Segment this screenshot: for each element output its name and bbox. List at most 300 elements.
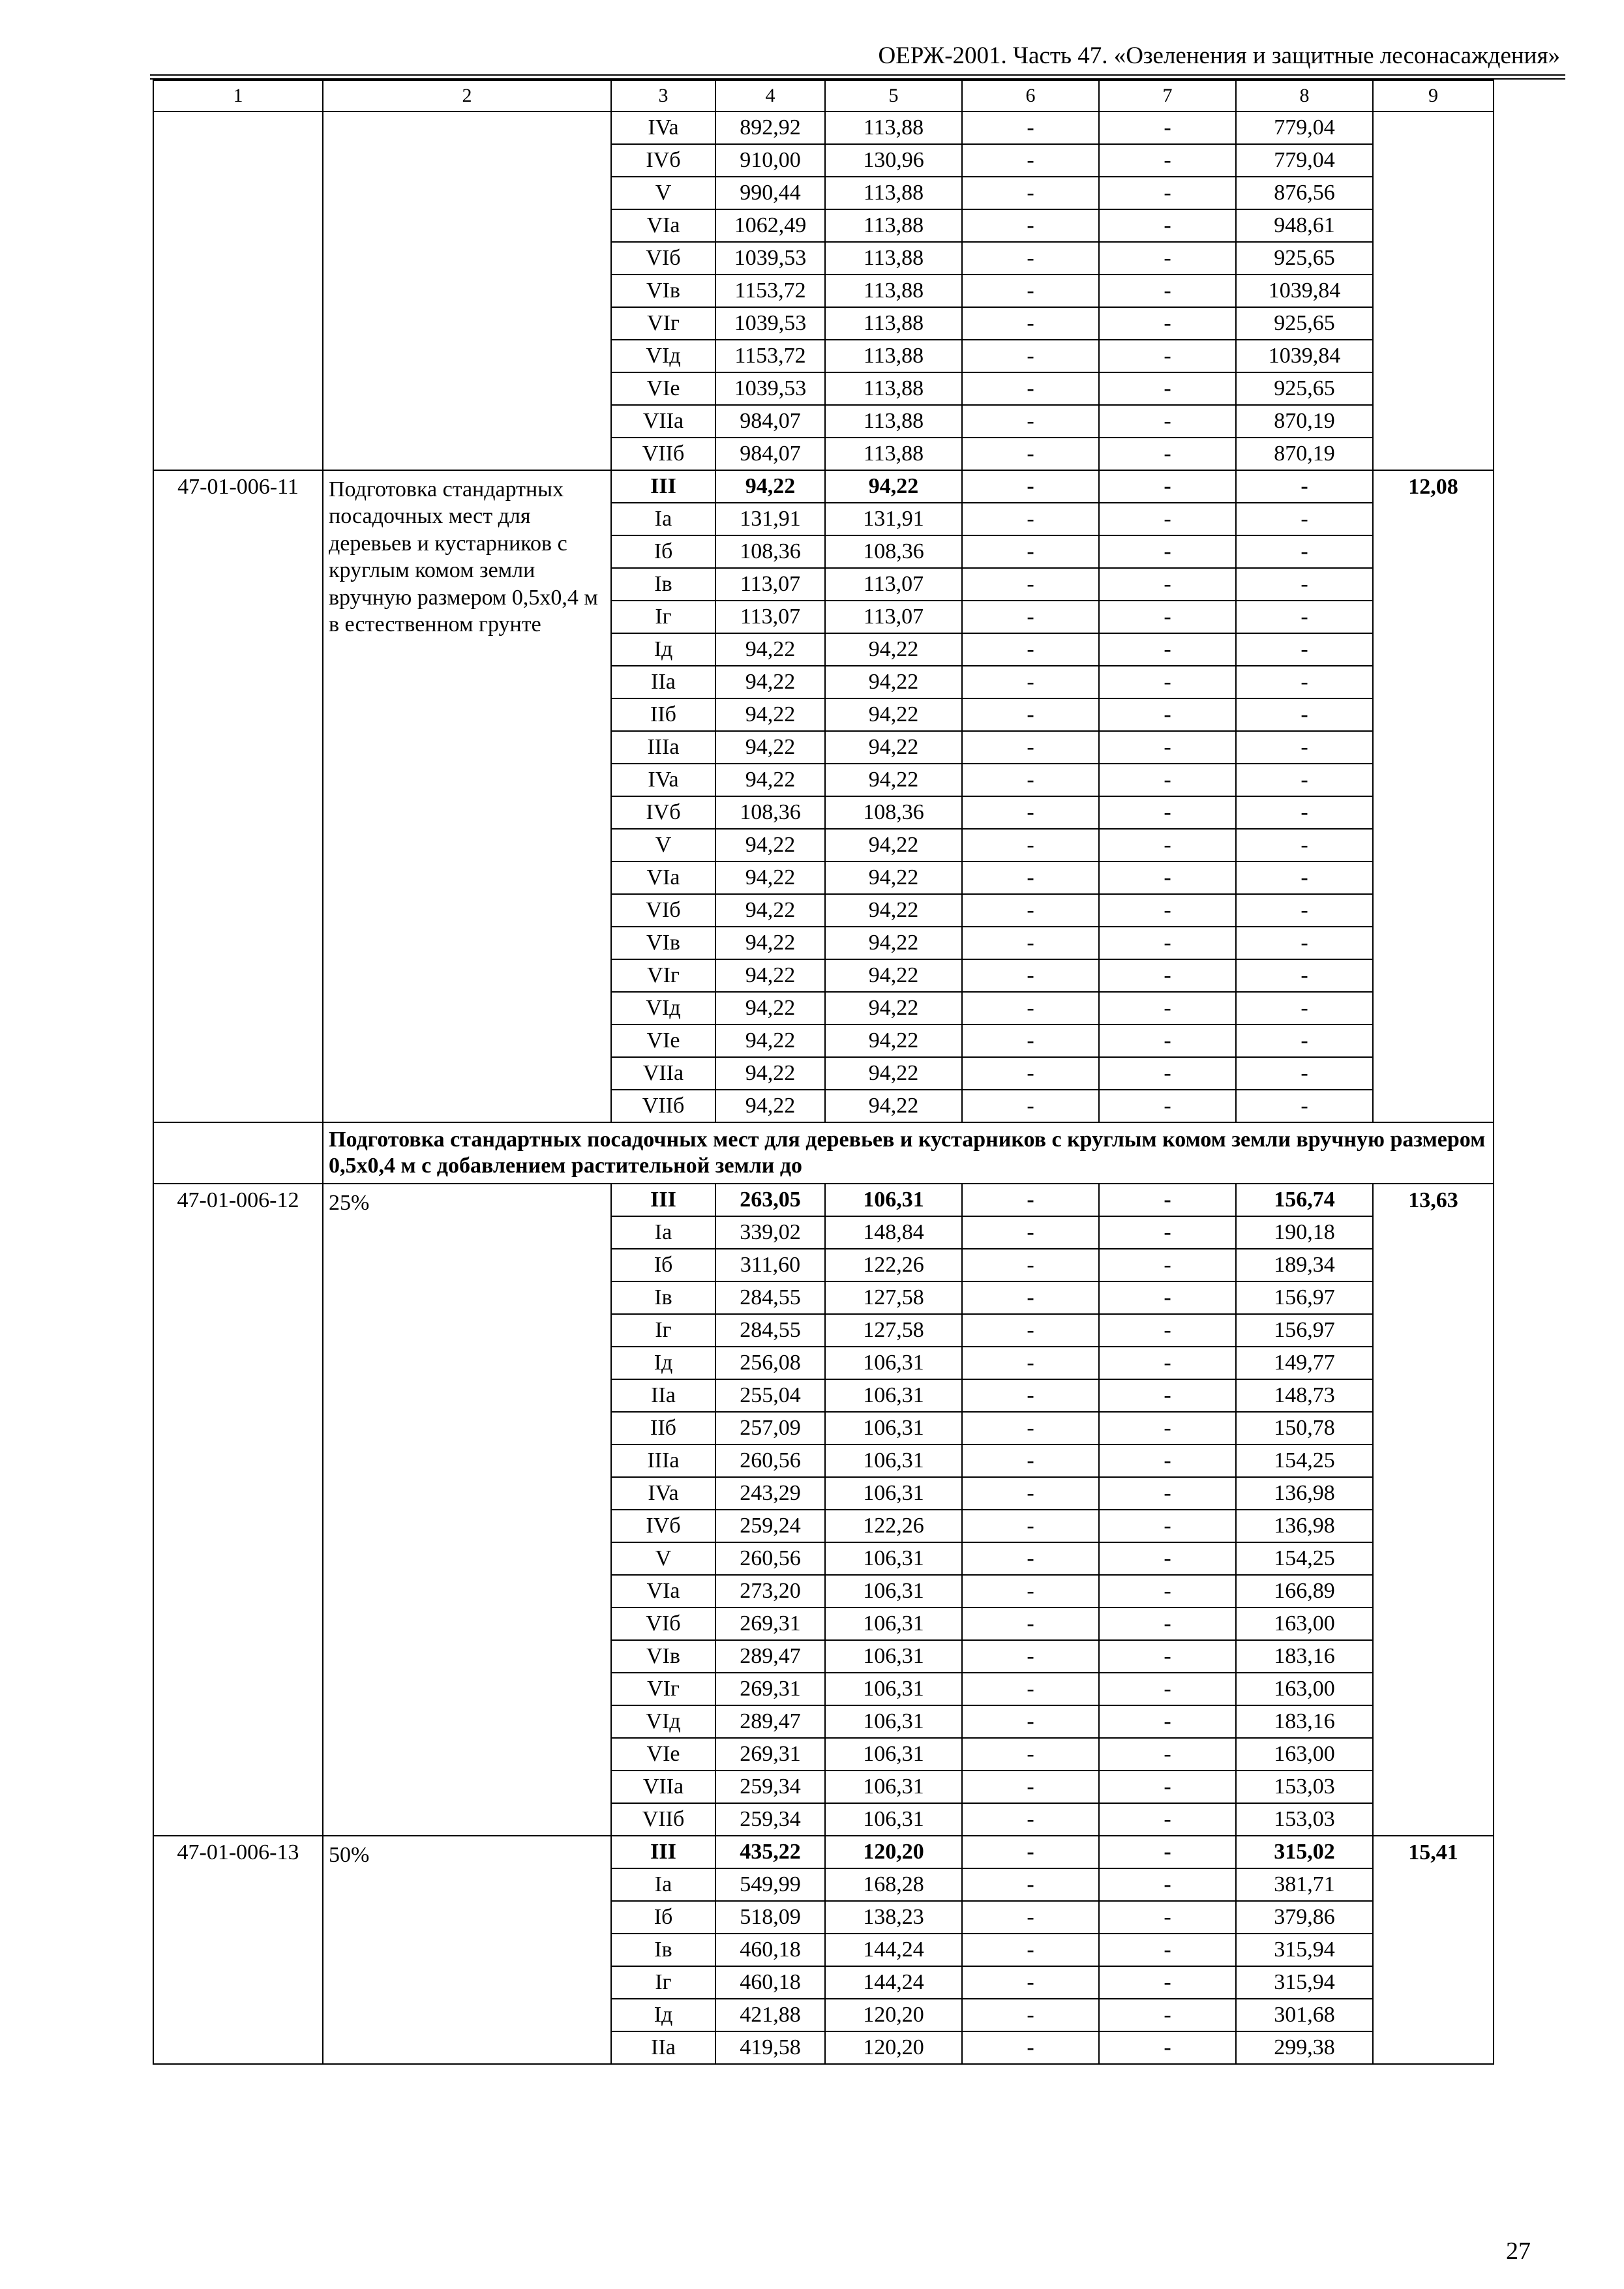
- section-title: Подготовка стандартных посадочных мест для деревьев и кустарников с круглым комом земли вручную размером 0,5х0,4 м с добавлением растительной земли до: [323, 1122, 1494, 1184]
- direct-costs: 1039,53: [715, 307, 825, 340]
- direct-costs: 259,34: [715, 1803, 825, 1836]
- materials-cost: -: [1236, 666, 1373, 698]
- materials-cost: -: [1236, 992, 1373, 1025]
- direct-costs: 1153,72: [715, 275, 825, 307]
- materials-cost: 156,97: [1236, 1314, 1373, 1347]
- labor-wages: 94,22: [825, 927, 962, 959]
- labor-wages: 106,31: [825, 1412, 962, 1444]
- machine-wages: -: [1099, 796, 1236, 829]
- region-zone: VIг: [611, 959, 715, 992]
- region-zone: VIIa: [611, 1771, 715, 1803]
- materials-cost: -: [1236, 601, 1373, 633]
- machine-costs: -: [962, 209, 1099, 242]
- region-zone: VIд: [611, 340, 715, 372]
- region-zone: Iв: [611, 568, 715, 601]
- region-zone: V: [611, 177, 715, 209]
- machine-costs: -: [962, 1542, 1099, 1575]
- direct-costs: 460,18: [715, 1934, 825, 1966]
- machine-wages: -: [1099, 1803, 1236, 1836]
- region-zone: VIд: [611, 992, 715, 1025]
- region-zone: VIб: [611, 894, 715, 927]
- machine-wages: -: [1099, 894, 1236, 927]
- labor-wages: 94,22: [825, 731, 962, 764]
- region-zone: IIa: [611, 2031, 715, 2064]
- direct-costs: 284,55: [715, 1281, 825, 1314]
- machine-costs: -: [962, 177, 1099, 209]
- labor-wages: 144,24: [825, 1934, 962, 1966]
- direct-costs: 260,56: [715, 1444, 825, 1477]
- column-number: 6: [962, 80, 1099, 112]
- header-title: ОЕРЖ-2001. Часть 47. «Озеленения и защитные лесонасаждения»: [878, 42, 1560, 69]
- machine-wages: -: [1099, 1640, 1236, 1673]
- materials-cost: 870,19: [1236, 405, 1373, 438]
- labor-wages: 168,28: [825, 1868, 962, 1901]
- region-zone: IIIa: [611, 731, 715, 764]
- machine-wages: -: [1099, 764, 1236, 796]
- region-zone: VIв: [611, 275, 715, 307]
- region-zone: III: [611, 470, 715, 503]
- page-header: [150, 40, 1565, 70]
- machine-wages: -: [1099, 1901, 1236, 1934]
- machine-wages: -: [1099, 405, 1236, 438]
- materials-cost: -: [1236, 503, 1373, 535]
- direct-costs: 94,22: [715, 698, 825, 731]
- machine-costs: -: [962, 1314, 1099, 1347]
- machine-wages: -: [1099, 1836, 1236, 1868]
- materials-cost: -: [1236, 568, 1373, 601]
- machine-wages: -: [1099, 372, 1236, 405]
- machine-wages: -: [1099, 1444, 1236, 1477]
- machine-wages: -: [1099, 535, 1236, 568]
- direct-costs: 1153,72: [715, 340, 825, 372]
- region-zone: VIIб: [611, 1803, 715, 1836]
- direct-costs: 94,22: [715, 1025, 825, 1057]
- column-number: 2: [323, 80, 611, 112]
- rate-code: 47-01-006-11: [153, 470, 323, 1122]
- column-number-row: [153, 80, 1494, 112]
- direct-costs: 243,29: [715, 1477, 825, 1510]
- region-zone: VIIб: [611, 438, 715, 470]
- labor-wages: 94,22: [825, 1025, 962, 1057]
- region-zone: VIa: [611, 209, 715, 242]
- machine-wages: -: [1099, 1966, 1236, 1999]
- section-code-empty: [153, 1122, 323, 1184]
- labor-wages: 108,36: [825, 796, 962, 829]
- rate-code: 47-01-006-12: [153, 1184, 323, 1836]
- materials-cost: -: [1236, 764, 1373, 796]
- machine-costs: -: [962, 1738, 1099, 1771]
- machine-costs: -: [962, 1477, 1099, 1510]
- region-zone: VIIa: [611, 1057, 715, 1090]
- column-number: 8: [1236, 80, 1373, 112]
- machine-costs: -: [962, 535, 1099, 568]
- machine-wages: -: [1099, 177, 1236, 209]
- machine-wages: -: [1099, 1510, 1236, 1542]
- direct-costs: 94,22: [715, 927, 825, 959]
- machine-costs: -: [962, 894, 1099, 927]
- labor-wages: 106,31: [825, 1184, 962, 1216]
- region-zone: VIг: [611, 1673, 715, 1705]
- labor-wages: 113,88: [825, 405, 962, 438]
- materials-cost: 153,03: [1236, 1803, 1373, 1836]
- machine-wages: -: [1099, 1216, 1236, 1249]
- machine-costs: -: [962, 307, 1099, 340]
- region-zone: VIe: [611, 1025, 715, 1057]
- materials-cost: -: [1236, 894, 1373, 927]
- materials-cost: 301,68: [1236, 1999, 1373, 2031]
- materials-cost: -: [1236, 861, 1373, 894]
- region-zone: VIe: [611, 372, 715, 405]
- labor-wages: 106,31: [825, 1771, 962, 1803]
- materials-cost: -: [1236, 633, 1373, 666]
- header-rule: [150, 74, 1565, 76]
- direct-costs: 984,07: [715, 405, 825, 438]
- materials-cost: 163,00: [1236, 1738, 1373, 1771]
- direct-costs: 94,22: [715, 470, 825, 503]
- labor-wages: 113,88: [825, 307, 962, 340]
- machine-costs: -: [962, 1836, 1099, 1868]
- region-zone: VIIa: [611, 405, 715, 438]
- table-row: [153, 112, 1494, 144]
- materials-cost: 379,86: [1236, 1901, 1373, 1934]
- materials-cost: 150,78: [1236, 1412, 1373, 1444]
- machine-wages: -: [1099, 992, 1236, 1025]
- labor-wages: 106,31: [825, 1444, 962, 1477]
- machine-wages: -: [1099, 1934, 1236, 1966]
- column-number: 3: [611, 80, 715, 112]
- materials-cost: -: [1236, 470, 1373, 503]
- direct-costs: 108,36: [715, 796, 825, 829]
- region-zone: IIб: [611, 1412, 715, 1444]
- machine-costs: -: [962, 112, 1099, 144]
- region-zone: Iд: [611, 1999, 715, 2031]
- machine-wages: -: [1099, 1999, 1236, 2031]
- machine-wages: -: [1099, 144, 1236, 177]
- materials-cost: 156,97: [1236, 1281, 1373, 1314]
- machine-costs: -: [962, 275, 1099, 307]
- materials-cost: 1039,84: [1236, 275, 1373, 307]
- region-zone: VIa: [611, 861, 715, 894]
- machine-wages: -: [1099, 1314, 1236, 1347]
- rate-name: Подготовка стандартных посадочных мест для деревьев и кустарников с круглым комом земли вручную размером 0,5х0,4 м в естественном грунте: [323, 470, 611, 1122]
- direct-costs: 94,22: [715, 764, 825, 796]
- labor-wages: 94,22: [825, 992, 962, 1025]
- labor-wages: 113,88: [825, 177, 962, 209]
- materials-cost: -: [1236, 959, 1373, 992]
- machine-wages: -: [1099, 1184, 1236, 1216]
- machine-costs: -: [962, 1575, 1099, 1608]
- labor-wages: 120,20: [825, 2031, 962, 2064]
- region-zone: IIa: [611, 666, 715, 698]
- machine-costs: -: [962, 503, 1099, 535]
- machine-costs: -: [962, 601, 1099, 633]
- region-zone: Iб: [611, 535, 715, 568]
- machine-costs: -: [962, 568, 1099, 601]
- materials-cost: 163,00: [1236, 1673, 1373, 1705]
- direct-costs: 256,08: [715, 1347, 825, 1379]
- machine-wages: -: [1099, 829, 1236, 861]
- direct-costs: 1039,53: [715, 242, 825, 275]
- direct-costs: 284,55: [715, 1314, 825, 1347]
- materials-cost: -: [1236, 829, 1373, 861]
- machine-wages: -: [1099, 601, 1236, 633]
- labor-wages: 94,22: [825, 829, 962, 861]
- machine-costs: -: [962, 1901, 1099, 1934]
- direct-costs: 260,56: [715, 1542, 825, 1575]
- region-zone: Iд: [611, 633, 715, 666]
- machine-costs: -: [962, 992, 1099, 1025]
- labor-wages: 94,22: [825, 698, 962, 731]
- machine-costs: -: [962, 1281, 1099, 1314]
- machine-wages: -: [1099, 633, 1236, 666]
- region-zone: Iб: [611, 1249, 715, 1281]
- machine-costs: -: [962, 1803, 1099, 1836]
- machine-costs: -: [962, 1966, 1099, 1999]
- machine-costs: -: [962, 1025, 1099, 1057]
- machine-costs: -: [962, 1412, 1099, 1444]
- direct-costs: 311,60: [715, 1249, 825, 1281]
- machine-wages: -: [1099, 698, 1236, 731]
- materials-cost: -: [1236, 698, 1373, 731]
- labor-wages: 94,22: [825, 470, 962, 503]
- machine-wages: -: [1099, 1090, 1236, 1122]
- region-zone: VIe: [611, 1738, 715, 1771]
- region-zone: IIa: [611, 1379, 715, 1412]
- materials-cost: -: [1236, 927, 1373, 959]
- labor-wages: 127,58: [825, 1314, 962, 1347]
- labor-wages: 94,22: [825, 894, 962, 927]
- materials-cost: 876,56: [1236, 177, 1373, 209]
- labor-wages: 120,20: [825, 1999, 962, 2031]
- labor-wages: 113,88: [825, 438, 962, 470]
- region-zone: IVб: [611, 1510, 715, 1542]
- materials-cost: 148,73: [1236, 1379, 1373, 1412]
- labor-wages: 113,07: [825, 568, 962, 601]
- labor-cost: 12,08: [1373, 470, 1494, 1122]
- machine-wages: -: [1099, 1673, 1236, 1705]
- machine-wages: -: [1099, 1575, 1236, 1608]
- machine-costs: -: [962, 1249, 1099, 1281]
- rate-code: 47-01-006-13: [153, 1836, 323, 2064]
- materials-cost: 315,94: [1236, 1966, 1373, 1999]
- machine-wages: -: [1099, 1249, 1236, 1281]
- labor-wages: 144,24: [825, 1966, 962, 1999]
- machine-wages: -: [1099, 209, 1236, 242]
- materials-cost: -: [1236, 1057, 1373, 1090]
- labor-wages: 130,96: [825, 144, 962, 177]
- labor-wages: 113,88: [825, 340, 962, 372]
- direct-costs: 94,22: [715, 959, 825, 992]
- machine-wages: -: [1099, 112, 1236, 144]
- region-zone: IIб: [611, 698, 715, 731]
- direct-costs: 94,22: [715, 633, 825, 666]
- machine-costs: -: [962, 1510, 1099, 1542]
- materials-cost: 925,65: [1236, 307, 1373, 340]
- machine-wages: -: [1099, 1347, 1236, 1379]
- labor-wages: 94,22: [825, 764, 962, 796]
- machine-costs: -: [962, 1379, 1099, 1412]
- materials-cost: -: [1236, 1025, 1373, 1057]
- materials-cost: -: [1236, 731, 1373, 764]
- region-zone: Ia: [611, 1216, 715, 1249]
- region-zone: V: [611, 1542, 715, 1575]
- section-heading-row: [153, 1122, 1494, 1184]
- machine-costs: -: [962, 470, 1099, 503]
- machine-wages: -: [1099, 2031, 1236, 2064]
- machine-wages: -: [1099, 861, 1236, 894]
- materials-cost: 779,04: [1236, 112, 1373, 144]
- machine-costs: -: [962, 1444, 1099, 1477]
- region-zone: IIIa: [611, 1444, 715, 1477]
- direct-costs: 269,31: [715, 1608, 825, 1640]
- direct-costs: 94,22: [715, 829, 825, 861]
- labor-wages: 113,88: [825, 112, 962, 144]
- machine-costs: -: [962, 1771, 1099, 1803]
- direct-costs: 990,44: [715, 177, 825, 209]
- direct-costs: 269,31: [715, 1738, 825, 1771]
- materials-cost: 948,61: [1236, 209, 1373, 242]
- machine-wages: -: [1099, 1771, 1236, 1803]
- machine-costs: -: [962, 1184, 1099, 1216]
- materials-cost: 154,25: [1236, 1542, 1373, 1575]
- direct-costs: 94,22: [715, 666, 825, 698]
- labor-wages: 106,31: [825, 1347, 962, 1379]
- direct-costs: 113,07: [715, 601, 825, 633]
- labor-wages: 113,88: [825, 275, 962, 307]
- materials-cost: 190,18: [1236, 1216, 1373, 1249]
- machine-costs: -: [962, 666, 1099, 698]
- region-zone: Iг: [611, 601, 715, 633]
- machine-costs: -: [962, 242, 1099, 275]
- machine-costs: -: [962, 1640, 1099, 1673]
- labor-wages: 106,31: [825, 1738, 962, 1771]
- labor-wages: 120,20: [825, 1836, 962, 1868]
- code-cell: [153, 112, 323, 470]
- machine-wages: -: [1099, 1738, 1236, 1771]
- labor-wages: 106,31: [825, 1379, 962, 1412]
- machine-wages: -: [1099, 438, 1236, 470]
- labor-wages: 106,31: [825, 1542, 962, 1575]
- machine-wages: -: [1099, 1025, 1236, 1057]
- labor-wages: 138,23: [825, 1901, 962, 1934]
- machine-costs: -: [962, 1347, 1099, 1379]
- column-number: 7: [1099, 80, 1236, 112]
- labor-wages: 94,22: [825, 959, 962, 992]
- machine-wages: -: [1099, 1705, 1236, 1738]
- labor-cost: 13,63: [1373, 1184, 1494, 1836]
- direct-costs: 518,09: [715, 1901, 825, 1934]
- machine-costs: -: [962, 861, 1099, 894]
- materials-cost: 149,77: [1236, 1347, 1373, 1379]
- machine-costs: -: [962, 2031, 1099, 2064]
- region-zone: Iг: [611, 1966, 715, 1999]
- direct-costs: 94,22: [715, 1057, 825, 1090]
- machine-wages: -: [1099, 275, 1236, 307]
- machine-wages: -: [1099, 959, 1236, 992]
- machine-wages: -: [1099, 1281, 1236, 1314]
- direct-costs: 259,34: [715, 1771, 825, 1803]
- direct-costs: 984,07: [715, 438, 825, 470]
- region-zone: VIд: [611, 1705, 715, 1738]
- region-zone: IVa: [611, 764, 715, 796]
- machine-costs: -: [962, 633, 1099, 666]
- direct-costs: 1039,53: [715, 372, 825, 405]
- direct-costs: 910,00: [715, 144, 825, 177]
- region-zone: IVб: [611, 144, 715, 177]
- direct-costs: 273,20: [715, 1575, 825, 1608]
- region-zone: VIв: [611, 927, 715, 959]
- machine-costs: -: [962, 1057, 1099, 1090]
- region-zone: III: [611, 1836, 715, 1868]
- machine-costs: -: [962, 340, 1099, 372]
- direct-costs: 94,22: [715, 731, 825, 764]
- machine-costs: -: [962, 927, 1099, 959]
- materials-cost: -: [1236, 535, 1373, 568]
- labor-wages: 106,31: [825, 1575, 962, 1608]
- machine-wages: -: [1099, 568, 1236, 601]
- labor-cost: 15,41: [1373, 1836, 1494, 2064]
- machine-wages: -: [1099, 927, 1236, 959]
- region-zone: VIв: [611, 1640, 715, 1673]
- region-zone: VIa: [611, 1575, 715, 1608]
- region-zone: Ia: [611, 503, 715, 535]
- machine-costs: -: [962, 698, 1099, 731]
- region-zone: VIб: [611, 242, 715, 275]
- materials-cost: 163,00: [1236, 1608, 1373, 1640]
- direct-costs: 131,91: [715, 503, 825, 535]
- machine-costs: -: [962, 764, 1099, 796]
- machine-costs: -: [962, 1999, 1099, 2031]
- machine-costs: -: [962, 796, 1099, 829]
- machine-costs: -: [962, 144, 1099, 177]
- column-number: 1: [153, 80, 323, 112]
- labor-wages: 108,36: [825, 535, 962, 568]
- labor-cell: [1373, 112, 1494, 470]
- materials-cost: 925,65: [1236, 372, 1373, 405]
- labor-wages: 94,22: [825, 1057, 962, 1090]
- machine-wages: -: [1099, 1868, 1236, 1901]
- region-zone: IVб: [611, 796, 715, 829]
- materials-cost: 315,02: [1236, 1836, 1373, 1868]
- region-zone: VIг: [611, 307, 715, 340]
- machine-costs: -: [962, 1216, 1099, 1249]
- column-number: 4: [715, 80, 825, 112]
- materials-cost: 136,98: [1236, 1477, 1373, 1510]
- region-zone: Iд: [611, 1347, 715, 1379]
- machine-wages: -: [1099, 242, 1236, 275]
- direct-costs: 269,31: [715, 1673, 825, 1705]
- region-zone: IVa: [611, 112, 715, 144]
- machine-wages: -: [1099, 1608, 1236, 1640]
- machine-costs: -: [962, 829, 1099, 861]
- table-row: [153, 470, 1494, 503]
- materials-cost: 153,03: [1236, 1771, 1373, 1803]
- region-zone: Iг: [611, 1314, 715, 1347]
- page-number: 27: [1506, 2237, 1531, 2265]
- table-row: [153, 1836, 1494, 1868]
- labor-wages: 127,58: [825, 1281, 962, 1314]
- machine-costs: -: [962, 1090, 1099, 1122]
- direct-costs: 108,36: [715, 535, 825, 568]
- machine-wages: -: [1099, 1477, 1236, 1510]
- direct-costs: 113,07: [715, 568, 825, 601]
- materials-cost: 166,89: [1236, 1575, 1373, 1608]
- materials-cost: 136,98: [1236, 1510, 1373, 1542]
- direct-costs: 259,24: [715, 1510, 825, 1542]
- region-zone: IVa: [611, 1477, 715, 1510]
- direct-costs: 289,47: [715, 1640, 825, 1673]
- price-table: [153, 80, 1494, 2065]
